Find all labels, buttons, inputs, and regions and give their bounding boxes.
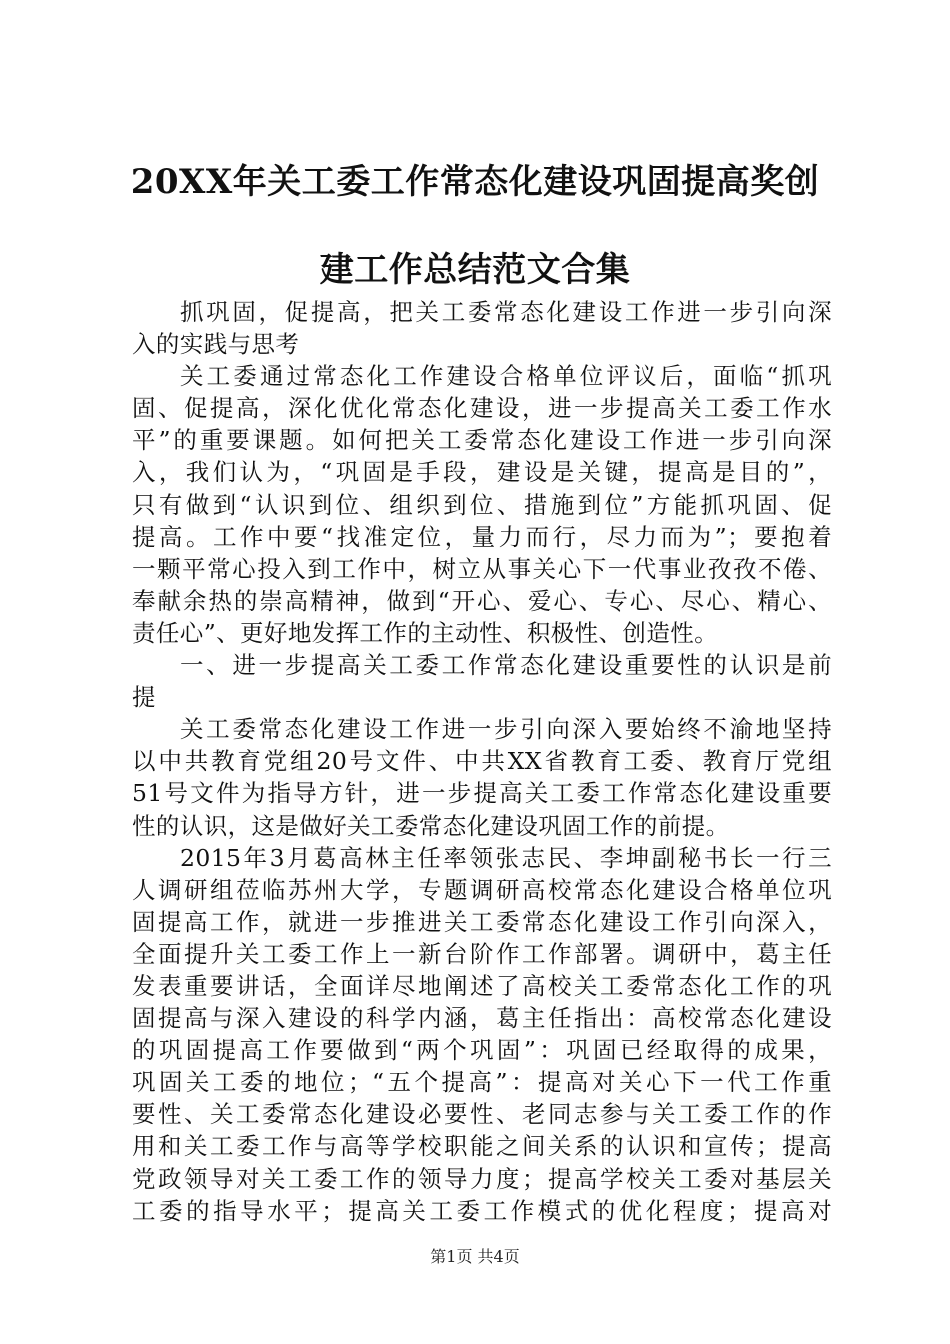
body-text-line: 固提高与深入建设的科学内涵，葛主任指出：高校常态化建设 xyxy=(132,1004,832,1033)
body-text-line: 关工委通过常态化工作建设合格单位评议后，面临“抓巩 xyxy=(180,362,832,391)
body-text-line: 抓巩固，促提高，把关工委常态化建设工作进一步引向深 xyxy=(180,298,832,326)
body-text-line: 性的认识，这是做好关工委常态化建设巩固工作的前提。 xyxy=(132,811,730,840)
page-footer: 第1页 共4页 xyxy=(430,1247,520,1266)
body-text-line: 一颗平常心投入到工作中，树立从事关心下一代事业孜孜不倦、 xyxy=(132,554,832,583)
body-text-line: 只有做到“认识到位、组织到位、措施到位”方能抓巩固、促 xyxy=(132,490,832,519)
body-text-line: 2015年3月葛高林主任率领张志民、李坤副秘书长一行三 xyxy=(180,843,832,872)
body-text-line: 提 xyxy=(132,683,156,712)
document-body xyxy=(132,296,832,1227)
body-text-line: 党政领导对关工委工作的领导力度；提高学校关工委对基层关 xyxy=(132,1164,832,1193)
body-text-line: 的巩固提高工作要做到“两个巩固”：巩固已经取得的成果， xyxy=(132,1036,832,1065)
body-text-line: 用和关工委工作与高等学校职能之间关系的认识和宣传；提高 xyxy=(132,1132,832,1161)
body-text-line: 平”的重要课题。如何把关工委常态化建设工作进一步引向深 xyxy=(132,426,832,455)
body-text-line: 固提高工作，就进一步推进关工委常态化建设工作引向深入， xyxy=(132,907,832,936)
body-text-line: 固、促提高，深化优化常态化建设，进一步提高关工委工作水 xyxy=(132,394,832,423)
body-text-line: 入，我们认为，“巩固是手段，建设是关键，提高是目的”， xyxy=(132,458,832,487)
body-text-line: 奉献余热的崇高精神，做到“开心、爱心、专心、尽心、精心、 xyxy=(132,586,832,615)
body-text-line: 发表重要讲话，全面详尽地阐述了高校关工委常态化工作的巩 xyxy=(132,971,832,1000)
body-text-line: 一、进一步提高关工委工作常态化建设重要性的认识是前 xyxy=(180,651,832,680)
body-text-line: 以中共教育党组20号文件、中共XX省教育工委、教育厅党组 xyxy=(132,747,832,776)
body-text-line: 51号文件为指导方针，进一步提高关工委工作常态化建设重要 xyxy=(132,779,832,808)
body-text-line: 巩固关工委的地位；“五个提高”：提高对关心下一代工作重 xyxy=(132,1068,832,1097)
document-title-line-2: 建工作总结范文合集 xyxy=(319,250,631,290)
body-text-line: 全面提升关工委工作上一新台阶作工作部署。调研中，葛主任 xyxy=(132,939,832,968)
body-text-line: 责任心”、更好地发挥工作的主动性、积极性、创造性。 xyxy=(132,618,719,647)
body-text-line: 提高。工作中要“找准定位，量力而行，尽力而为”；要抱着 xyxy=(132,522,832,551)
body-text-line: 关工委常态化建设工作进一步引向深入要始终不渝地坚持 xyxy=(180,715,832,744)
body-text-line: 入的实践与思考 xyxy=(132,330,300,359)
body-text-line: 人调研组莅临苏州大学，专题调研高校常态化建设合格单位巩 xyxy=(132,875,832,904)
document-title-line-1: 20XX年关工委工作常态化建设巩固提高奖创 xyxy=(130,162,820,202)
body-text-line: 工委的指导水平；提高关工委工作模式的优化程度；提高对 xyxy=(132,1196,832,1225)
body-text-line: 要性、关工委常态化建设必要性、老同志参与关工委工作的作 xyxy=(132,1100,832,1129)
